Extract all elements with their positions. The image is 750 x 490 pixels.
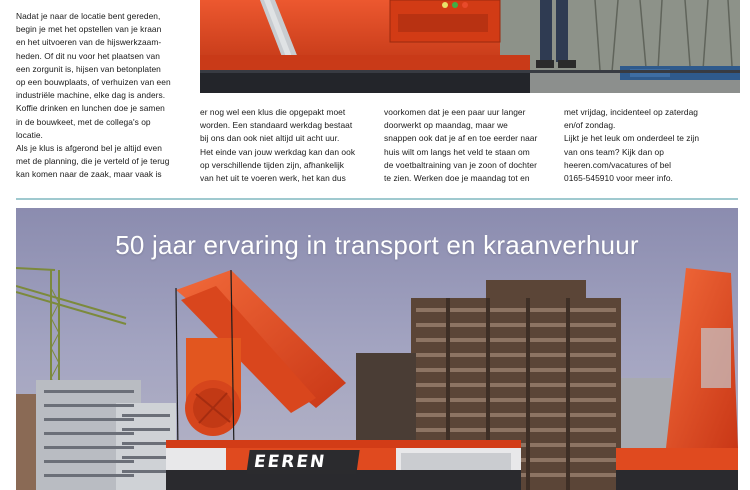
banner-photo bbox=[16, 208, 738, 490]
article-column-1 bbox=[16, 10, 188, 182]
article-line: Als je klus is afgerond bel je altijd even bbox=[16, 143, 162, 154]
top-photo-illustration bbox=[200, 0, 740, 93]
article-line: worden. Een standaard werkdag bestaat bbox=[200, 120, 353, 131]
article-column-4 bbox=[564, 106, 740, 185]
section-divider bbox=[16, 198, 738, 200]
top-photo bbox=[200, 0, 740, 93]
article-line: huis wilt om langs het veld te staan om bbox=[384, 146, 530, 157]
article-line: er nog wel een klus die opgepakt moet bbox=[200, 107, 346, 117]
article-line: Lijkt je het leuk om onderdeel te zijn bbox=[564, 133, 700, 144]
article-line: van het uit te voeren werk, het kan dus bbox=[200, 173, 346, 184]
article-line: kan komen naar de zaak, maar vaak is bbox=[16, 169, 162, 180]
article-line: met vrijdag, incidenteel op zaterdag bbox=[564, 107, 699, 117]
article-line: en/of zondag. bbox=[564, 120, 616, 131]
article-column-3 bbox=[384, 106, 556, 185]
article-column-2 bbox=[200, 106, 370, 185]
article-line: en het uitvoeren van de hijswerkzaam- bbox=[16, 37, 162, 48]
article-line: locatie. bbox=[16, 129, 43, 140]
crane-brand-logo bbox=[246, 450, 359, 474]
article-line: 0165-545910 voor meer info. bbox=[564, 173, 673, 184]
article-line: van ons team? Kijk dan op bbox=[564, 146, 664, 157]
article-line: Koffie drinken en lunchen doe je samen bbox=[16, 103, 165, 114]
article-line: Nadat je naar de locatie bent gereden, bbox=[16, 11, 161, 21]
article-line: bij ons dan ook niet altijd uit acht uur. bbox=[200, 133, 340, 144]
article-line: in de bouwkeet, met de collega's op bbox=[16, 116, 151, 127]
article-line: met de planning, die je verteld of je terug bbox=[16, 156, 170, 167]
article-line: de voetbaltraining van je zoon of dochter bbox=[384, 159, 537, 170]
article-line: op verschillende tijden zijn, afhankelijk bbox=[200, 159, 345, 170]
article-line: snappen ook dat je af en toe eerder naar bbox=[384, 133, 538, 144]
banner-headline: 50 jaar ervaring in transport en kraanverhuur bbox=[115, 230, 639, 260]
article-line: industriële machine, elke dag is anders. bbox=[16, 90, 166, 101]
article-line: heden. Of dit nu voor het plaatsen van bbox=[16, 50, 160, 61]
article-line: op een bouwplaats, of verhuizen van een bbox=[16, 77, 171, 88]
article-line: doorwerkt op maandag, maar we bbox=[384, 120, 508, 131]
article-line: te zien. Werken doe je maandag tot en bbox=[384, 173, 530, 184]
article-line: voorkomen dat je een paar uur langer bbox=[384, 107, 526, 117]
article-line: een zorgunit is, hijsen van betonplaten bbox=[16, 63, 161, 74]
crane-brand-text: EEREN bbox=[252, 452, 328, 472]
article-line: heeren.com/vacatures of bel bbox=[564, 159, 672, 170]
article-line: begin je met het opstellen van je kraan bbox=[16, 24, 162, 35]
article-line: Het einde van jouw werkdag kan dan ook bbox=[200, 146, 356, 157]
